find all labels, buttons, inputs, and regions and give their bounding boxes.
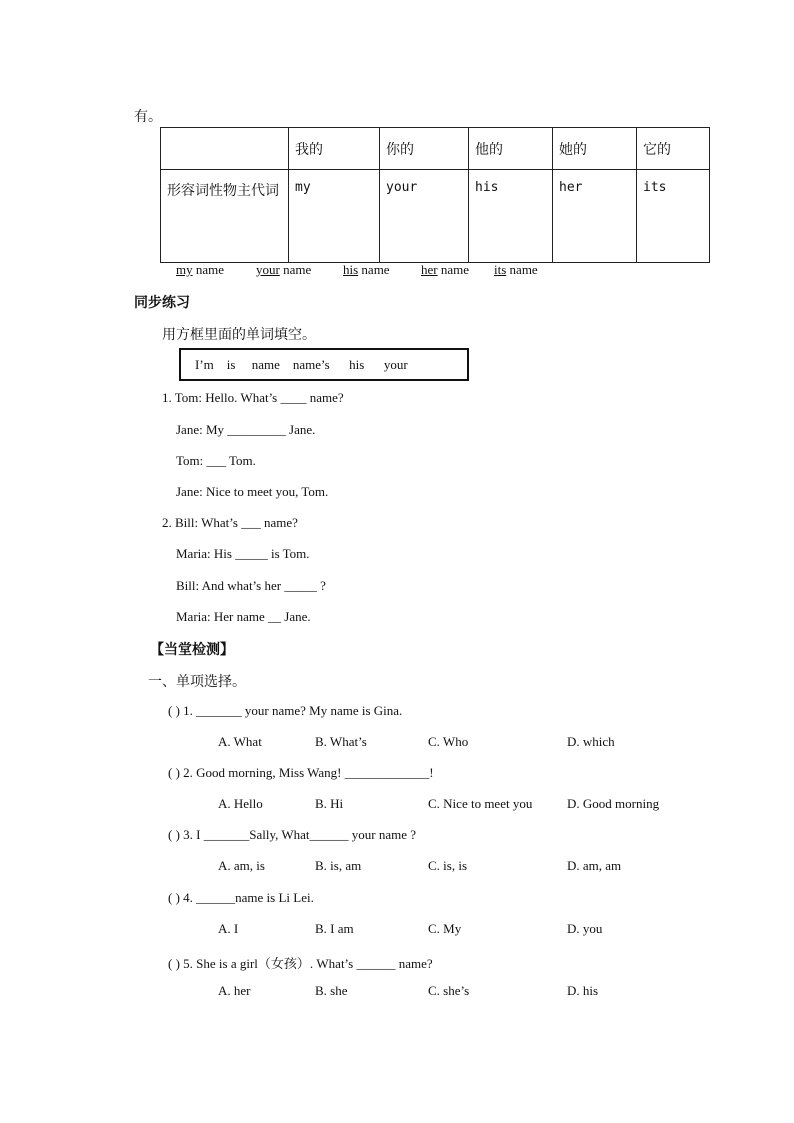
table-header-cell: 我的 <box>289 128 380 170</box>
table-header-cell: 它的 <box>637 128 710 170</box>
example-rest: name <box>279 262 312 277</box>
sync-practice-instruction: 用方框里面的单词填空。 <box>162 327 316 343</box>
option-a: A. Hello <box>218 796 263 811</box>
pronoun-table <box>160 127 710 263</box>
option-d: D. you <box>567 921 603 936</box>
example-word: her <box>421 262 438 277</box>
example-word: your <box>256 262 280 277</box>
table-row-label: 形容词性物主代词 <box>161 170 289 263</box>
question-stem: ( ) 3. I _______Sally, What______ your name ? <box>168 827 417 842</box>
option-b: B. she <box>315 983 348 998</box>
example-word: his <box>343 262 359 277</box>
question-stem: ( ) 4. ______name is Li Lei. <box>168 890 314 905</box>
sync-practice-heading: 同步练习 <box>134 295 190 311</box>
question-stem: ( ) 5. She is a girl（女孩）. What’s ______ name? <box>168 956 433 971</box>
example-rest: name <box>506 262 538 277</box>
dialogue-line: 1. Tom: Hello. What’s ____ name? <box>162 390 344 405</box>
example-item <box>256 262 311 278</box>
option-d: D. am, am <box>567 858 622 873</box>
dialogue-line: Jane: Nice to meet you, Tom. <box>176 484 329 499</box>
example-item <box>421 262 469 278</box>
option-c: C. she’s <box>428 983 470 998</box>
table-header-cell <box>161 128 289 170</box>
option-a: A. am, is <box>218 858 265 873</box>
dialogue-line: Tom: ___ Tom. <box>176 453 256 468</box>
classroom-test-heading: 【当堂检测】 <box>150 642 234 658</box>
section-title: 一、单项选择。 <box>148 674 246 690</box>
table-cell: his <box>469 170 553 263</box>
table-cell: her <box>553 170 637 263</box>
intro-tail: 有。 <box>134 109 162 125</box>
table-header-cell: 她的 <box>553 128 637 170</box>
dialogue-line: Maria: His _____ is Tom. <box>176 546 310 561</box>
dialogue-line: Jane: My _________ Jane. <box>176 422 316 437</box>
table-cell: my <box>289 170 380 263</box>
dialogue-line: Bill: And what’s her _____ ? <box>176 578 326 593</box>
option-b: B. is, am <box>315 858 362 873</box>
table-cell: its <box>637 170 710 263</box>
option-d: D. his <box>567 983 599 998</box>
option-b: B. Hi <box>315 796 344 811</box>
option-a: A. I <box>218 921 239 936</box>
example-rest: name <box>437 262 470 277</box>
table-cell: your <box>380 170 469 263</box>
question-stem: ( ) 1. _______ your name? My name is Gina. <box>168 703 403 718</box>
option-d: D. which <box>567 734 615 749</box>
word-box: I’m is name name’s his your <box>179 348 469 381</box>
table-header-cell: 你的 <box>380 128 469 170</box>
option-c: C. My <box>428 921 462 936</box>
example-word: my <box>176 262 193 277</box>
option-b: B. I am <box>315 921 354 936</box>
question-stem: ( ) 2. Good morning, Miss Wang! _____________! <box>168 765 434 780</box>
table-header-row <box>161 128 710 170</box>
example-item <box>176 262 224 278</box>
option-a: A. What <box>218 734 262 749</box>
option-b: B. What’s <box>315 734 367 749</box>
example-item <box>494 262 538 278</box>
option-c: C. Who <box>428 734 469 749</box>
option-d: D. Good morning <box>567 796 660 811</box>
option-a: A. her <box>218 983 251 998</box>
example-rest: name <box>358 262 390 277</box>
example-item <box>343 262 390 278</box>
table-row <box>161 170 710 263</box>
example-word: its <box>494 262 507 277</box>
dialogue-line: 2. Bill: What’s ___ name? <box>162 515 298 530</box>
example-rest: name <box>192 262 225 277</box>
table-header-cell: 他的 <box>469 128 553 170</box>
option-c: C. Nice to meet you <box>428 796 533 811</box>
option-c: C. is, is <box>428 858 468 873</box>
dialogue-line: Maria: Her name __ Jane. <box>176 609 311 624</box>
